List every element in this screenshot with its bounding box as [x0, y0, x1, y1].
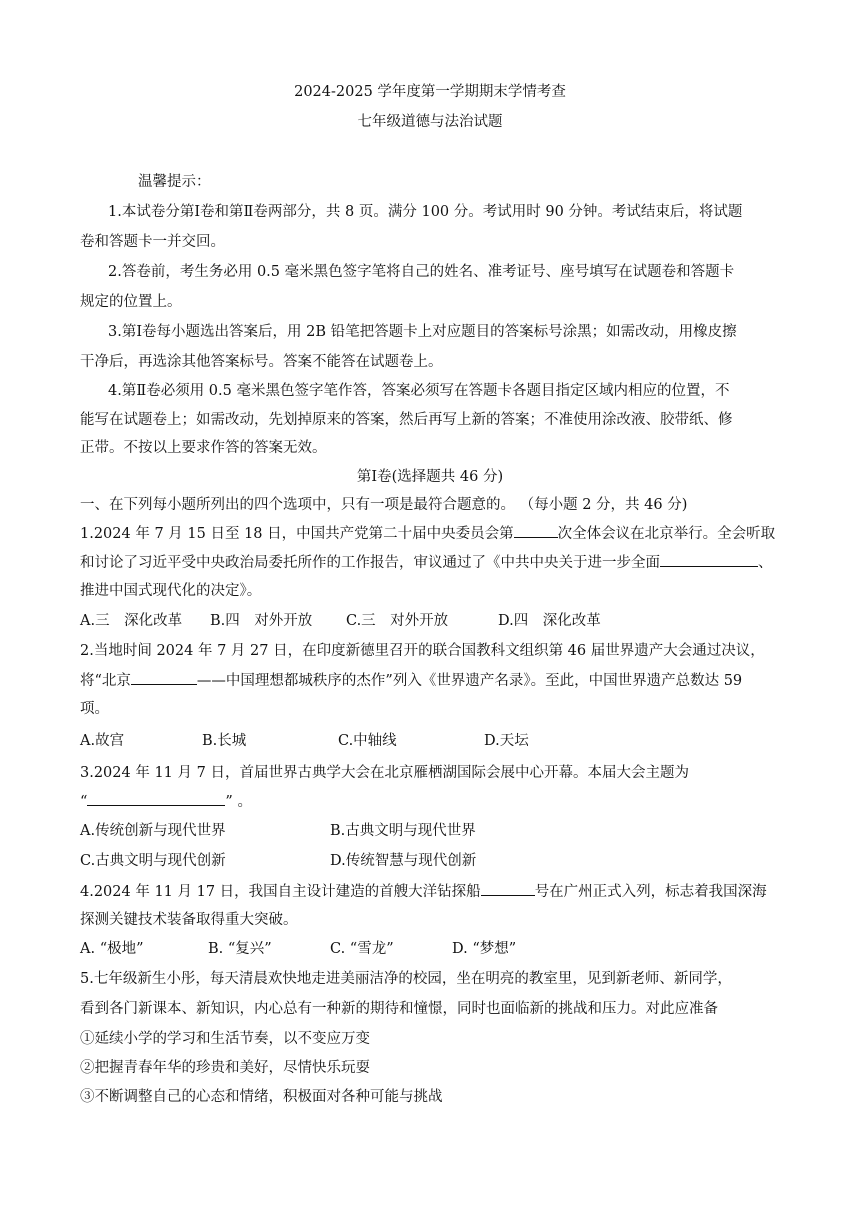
q2-option-b: B.长城: [202, 733, 247, 749]
notice-item-2-line2: 规定的位置上。: [80, 294, 182, 310]
q1-option-c: C.三 对外开放: [346, 613, 449, 629]
q1-text-b: 次全体会议在北京举行。全会听取: [557, 526, 776, 542]
notice-item-2-line1: 2.答卷前，考生务必用 0.5 毫米黑色签字笔将自己的姓名、准考证号、座号填写在试题卷和答题卡: [108, 264, 735, 280]
notice-item-3-line2: 干净后，再选涂其他答案标号。答案不能答在试题卷上。: [80, 354, 443, 370]
q2-option-d: D.天坛: [484, 733, 529, 749]
q2-option-a: A.故宫: [80, 733, 125, 749]
q2-blank: [131, 670, 197, 685]
q5-item-3: ③不断调整自己的心态和情绪，积极面对各种可能与挑战: [80, 1089, 443, 1105]
q4-option-c: C. “雪龙”: [330, 941, 394, 957]
q3-option-c: C.古典文明与现代创新: [80, 853, 226, 869]
q2-line2: [80, 670, 742, 691]
notice-item-1-line1: 1.本试卷分第Ⅰ卷和第Ⅱ卷两部分，共 8 页。满分 100 分。考试用时 90 分钟。考试结束后，将试题: [108, 204, 743, 220]
q2-line3: 项。: [80, 701, 109, 717]
q3-option-a: A.传统创新与现代世界: [80, 823, 226, 839]
q5-line1: 5.七年级新生小彤，每天清晨欢快地走进美丽洁净的校园，坐在明亮的教室里，见到新老师、新同学，: [80, 971, 732, 987]
q3-option-d: D.传统智慧与现代创新: [330, 853, 477, 869]
q1-blank-1: [514, 523, 558, 538]
q3-text-b: ” 。: [225, 794, 252, 810]
q1-text-a: 1.2024 年 7 月 15 日至 18 日，中国共产党第二十届中央委员会第: [80, 526, 514, 542]
notice-item-4-line2: 能写在试题卷上；如需改动，先划掉原来的答案，然后再写上新的答案；不准使用涂改液、胶带纸、修: [80, 412, 733, 428]
q5-item-2: ②把握青春年华的珍贵和美好，尽情快乐玩耍: [80, 1060, 370, 1076]
q2-text-b: ——中国理想都城秩序的杰作”列入《世界遗产名录》。至此，中国世界遗产总数达 59: [196, 673, 743, 689]
q5-item-1: ①延续小学的学习和生活节奏，以不变应万变: [80, 1031, 370, 1047]
q5-line2: 看到各门新课本、新知识，内心总有一种新的期待和憧憬，同时也面临新的挑战和压力。对此应准备: [80, 1001, 718, 1017]
q4-option-d: D. “梦想”: [452, 941, 517, 957]
q4-option-b: B. “复兴”: [208, 941, 272, 957]
q3-line1: 3.2024 年 11 月 7 日，首届世界古典学大会在北京雁栖湖国际会展中心开幕。本届大会主题为: [80, 765, 689, 781]
q4-blank: [481, 881, 535, 896]
q2-line1: 2.当地时间 2024 年 7 月 27 日，在印度新德里召开的联合国教科文组织第 46 届世界遗产大会通过决议，: [80, 643, 765, 659]
q1-text-d: 、: [758, 555, 773, 571]
q3-blank: [87, 791, 225, 806]
q1-option-b: B.四 对外开放: [210, 613, 313, 629]
q1-option-d: D.四 深化改革: [498, 613, 601, 629]
notice-item-4-line1: 4.第Ⅱ卷必须用 0.5 毫米黑色签字笔作答，答案必须写在答题卡各题目指定区域内相应的位置，不: [108, 383, 730, 399]
exam-subtitle: 七年级道德与法治试题: [357, 114, 503, 130]
q1-blank-2: [660, 552, 758, 567]
q2-text-a: 将“北京: [80, 673, 131, 689]
q4-text-a: 4.2024 年 11 月 17 日，我国自主设计建造的首艘大洋钻探船: [80, 884, 481, 900]
notice-item-1-line2: 卷和答题卡一并交回。: [80, 234, 225, 250]
q4-line1: [80, 881, 767, 902]
notice-heading: 温馨提示：: [138, 174, 211, 190]
q4-option-a: A. “极地”: [80, 941, 144, 957]
q2-option-c: C.中轴线: [338, 733, 397, 749]
q1-text-c: 和讨论了习近平受中央政治局委托所作的工作报告，审议通过了《中共中央关于进一步全面: [80, 555, 660, 571]
q3-line2: [80, 791, 252, 812]
q3-option-b: B.古典文明与现代世界: [330, 823, 476, 839]
notice-item-3-line1: 3.第Ⅰ卷每小题选出答案后，用 2B 铅笔把答题卡上对应题目的答案标号涂黑；如需改动，用橡皮擦: [108, 324, 737, 340]
notice-item-4-line3: 正带。不按以上要求作答的答案无效。: [80, 440, 327, 456]
q4-line2: 探测关键技术装备取得重大突破。: [80, 912, 298, 928]
q3-text-a: “: [80, 794, 88, 810]
q4-text-b: 号在广州正式入列，标志着我国深海: [534, 884, 767, 900]
q1-line2: [80, 552, 773, 573]
section-title: 第Ⅰ卷(选择题共 46 分): [356, 469, 504, 485]
q1-option-a: A.三 深化改革: [80, 613, 183, 629]
q1-line3: 推进中国式现代化的决定》。: [80, 583, 262, 599]
q1-line1: [80, 523, 775, 544]
section-instruction: 一、在下列每小题所列出的四个选项中，只有一项是最符合题意的。 （每小题 2 分，共 46 分): [80, 497, 688, 513]
exam-title: 2024-2025 学年度第一学期期末学情考查: [294, 84, 566, 100]
